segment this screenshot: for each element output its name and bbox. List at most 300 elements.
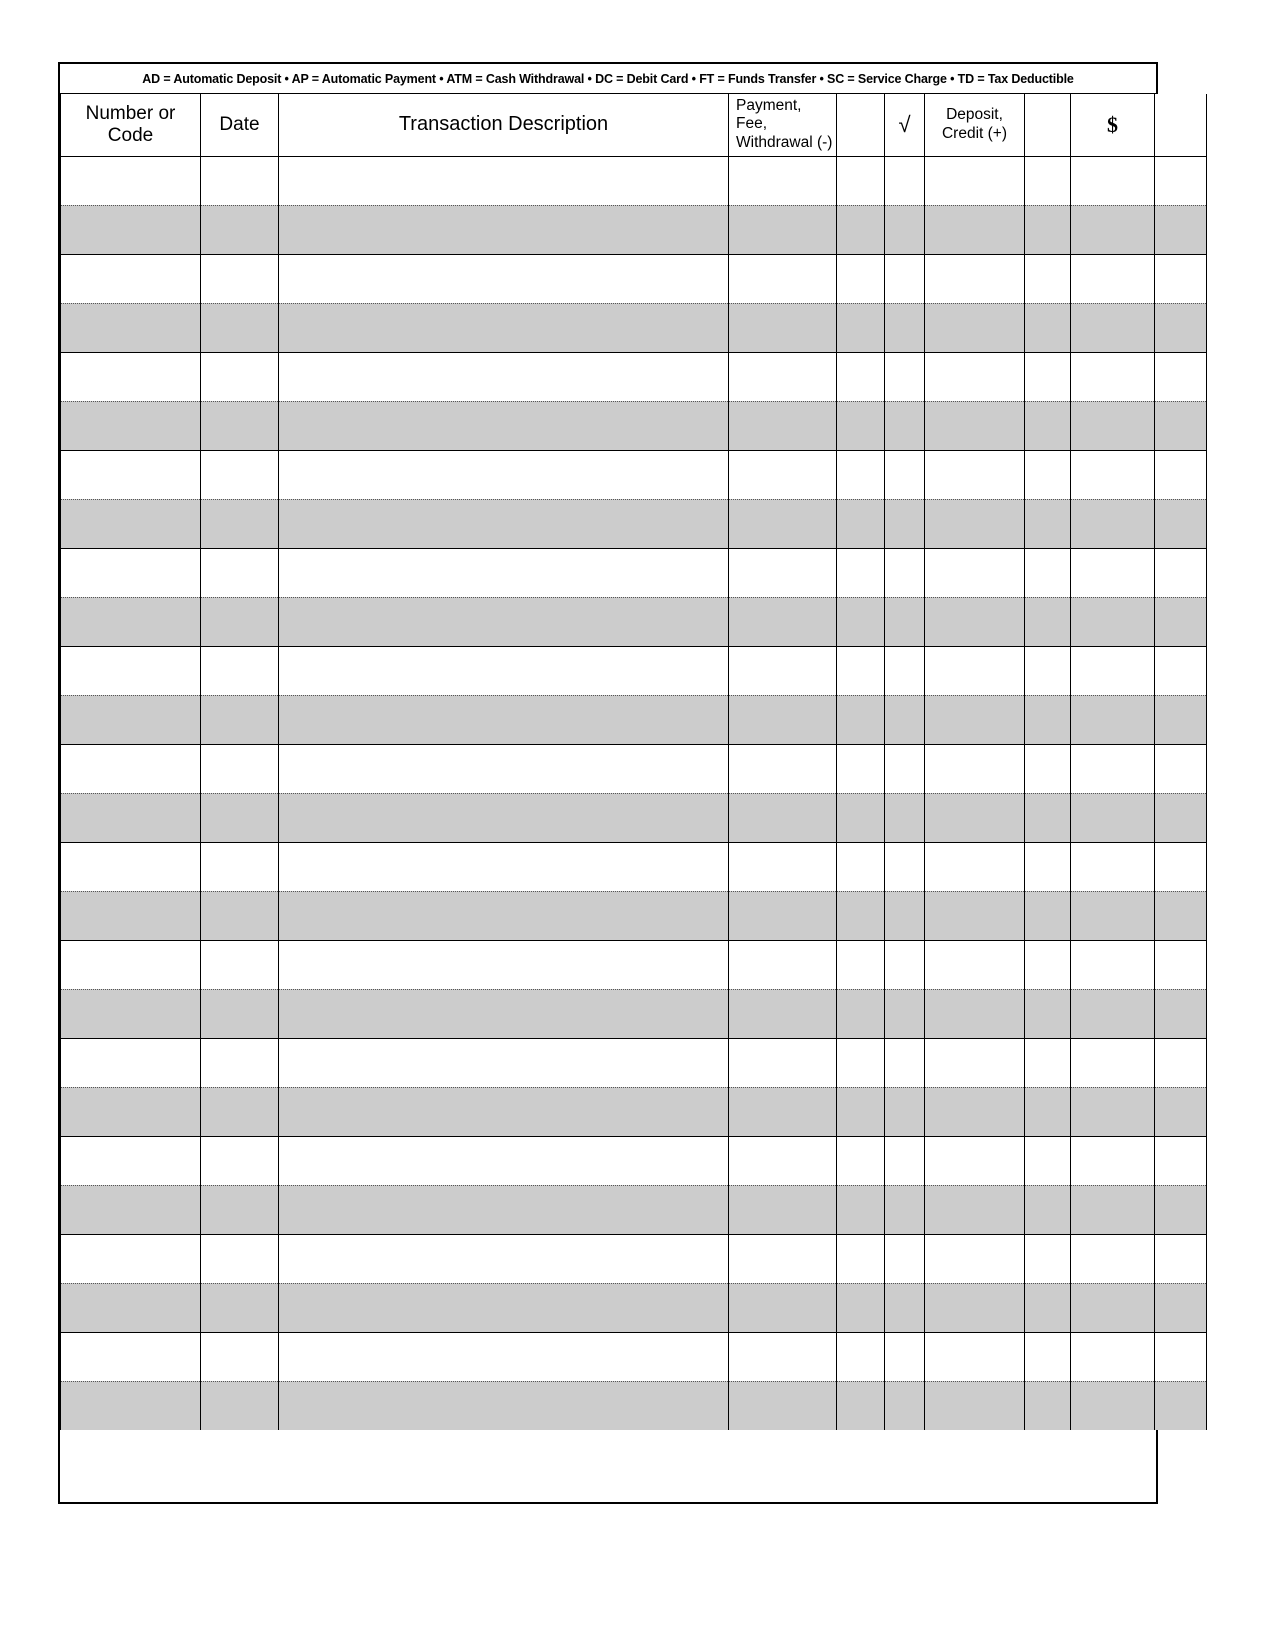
cell-deposit-cents[interactable]	[1025, 401, 1071, 450]
cell-deposit-cents[interactable]	[1025, 793, 1071, 842]
cell-date[interactable]	[201, 303, 279, 352]
cell-payment[interactable]	[729, 1332, 837, 1381]
cell-deposit-cents[interactable]	[1025, 842, 1071, 891]
cell-deposit[interactable]	[925, 254, 1025, 303]
cell-payment-cents[interactable]	[837, 1381, 885, 1430]
cell-number-or-code[interactable]	[61, 744, 201, 793]
cell-balance-cents[interactable]	[1155, 401, 1207, 450]
cell-balance[interactable]	[1071, 1234, 1155, 1283]
cell-payment[interactable]	[729, 303, 837, 352]
cell-description[interactable]	[279, 303, 729, 352]
cell-payment[interactable]	[729, 646, 837, 695]
cell-description[interactable]	[279, 891, 729, 940]
cell-payment-cents[interactable]	[837, 1136, 885, 1185]
cell-balance[interactable]	[1071, 1136, 1155, 1185]
cell-date[interactable]	[201, 254, 279, 303]
cell-description[interactable]	[279, 254, 729, 303]
cell-deposit-cents[interactable]	[1025, 989, 1071, 1038]
cell-cleared[interactable]	[885, 156, 925, 205]
cell-number-or-code[interactable]	[61, 1087, 201, 1136]
cell-deposit[interactable]	[925, 1136, 1025, 1185]
cell-date[interactable]	[201, 499, 279, 548]
cell-number-or-code[interactable]	[61, 450, 201, 499]
cell-deposit[interactable]	[925, 1381, 1025, 1430]
cell-deposit[interactable]	[925, 793, 1025, 842]
cell-deposit-cents[interactable]	[1025, 548, 1071, 597]
cell-balance-cents[interactable]	[1155, 1185, 1207, 1234]
cell-payment-cents[interactable]	[837, 1185, 885, 1234]
cell-balance-cents[interactable]	[1155, 1136, 1207, 1185]
cell-balance[interactable]	[1071, 205, 1155, 254]
cell-cleared[interactable]	[885, 401, 925, 450]
cell-payment-cents[interactable]	[837, 548, 885, 597]
cell-balance[interactable]	[1071, 352, 1155, 401]
cell-description[interactable]	[279, 940, 729, 989]
table-row[interactable]	[61, 156, 1207, 205]
table-header	[61, 94, 1207, 156]
cell-balance-cents[interactable]	[1155, 793, 1207, 842]
cell-balance-cents[interactable]	[1155, 1332, 1207, 1381]
cell-balance-cents[interactable]	[1155, 744, 1207, 793]
column-header-balance-cents	[1155, 94, 1207, 156]
cell-balance-cents[interactable]	[1155, 254, 1207, 303]
table-row[interactable]	[61, 842, 1207, 891]
table-row[interactable]	[61, 1234, 1207, 1283]
cell-deposit-cents[interactable]	[1025, 597, 1071, 646]
cell-deposit-cents[interactable]	[1025, 891, 1071, 940]
cell-payment-cents[interactable]	[837, 1283, 885, 1332]
table-row[interactable]	[61, 1185, 1207, 1234]
cell-payment[interactable]	[729, 352, 837, 401]
cell-cleared[interactable]	[885, 989, 925, 1038]
cell-balance-cents[interactable]	[1155, 1283, 1207, 1332]
cell-date[interactable]	[201, 548, 279, 597]
cell-payment-cents[interactable]	[837, 1234, 885, 1283]
cell-number-or-code[interactable]	[61, 597, 201, 646]
column-header-balance	[1071, 94, 1155, 156]
cell-balance[interactable]	[1071, 646, 1155, 695]
cell-deposit[interactable]	[925, 352, 1025, 401]
cell-description[interactable]	[279, 744, 729, 793]
cell-date[interactable]	[201, 793, 279, 842]
table-row[interactable]	[61, 352, 1207, 401]
table-row[interactable]	[61, 303, 1207, 352]
cell-deposit-cents[interactable]	[1025, 1087, 1071, 1136]
cell-cleared[interactable]	[885, 744, 925, 793]
cell-balance[interactable]	[1071, 1332, 1155, 1381]
header-row	[61, 94, 1207, 156]
table-row[interactable]	[61, 989, 1207, 1038]
cell-balance[interactable]	[1071, 989, 1155, 1038]
column-header-payment-cents	[837, 94, 885, 156]
cell-payment-cents[interactable]	[837, 646, 885, 695]
cell-cleared[interactable]	[885, 1332, 925, 1381]
header-deposit-line1: Deposit,	[946, 106, 1003, 124]
cell-payment[interactable]	[729, 156, 837, 205]
cell-description[interactable]	[279, 842, 729, 891]
cell-balance-cents[interactable]	[1155, 597, 1207, 646]
cell-deposit[interactable]	[925, 744, 1025, 793]
cell-payment-cents[interactable]	[837, 1038, 885, 1087]
cell-date[interactable]	[201, 205, 279, 254]
cell-cleared[interactable]	[885, 1185, 925, 1234]
cell-payment-cents[interactable]	[837, 695, 885, 744]
table-row[interactable]	[61, 548, 1207, 597]
cell-payment[interactable]	[729, 254, 837, 303]
cell-date[interactable]	[201, 1234, 279, 1283]
cell-payment-cents[interactable]	[837, 254, 885, 303]
cell-date[interactable]	[201, 1381, 279, 1430]
cell-payment[interactable]	[729, 1283, 837, 1332]
cell-balance-cents[interactable]	[1155, 1087, 1207, 1136]
cell-balance[interactable]	[1071, 1283, 1155, 1332]
cell-deposit[interactable]	[925, 499, 1025, 548]
cell-payment[interactable]	[729, 548, 837, 597]
cell-balance-cents[interactable]	[1155, 1381, 1207, 1430]
cell-balance[interactable]	[1071, 303, 1155, 352]
cell-deposit-cents[interactable]	[1025, 1185, 1071, 1234]
cell-payment[interactable]	[729, 1136, 837, 1185]
cell-balance-cents[interactable]	[1155, 891, 1207, 940]
cell-number-or-code[interactable]	[61, 1038, 201, 1087]
table-body	[61, 156, 1207, 1430]
cell-cleared[interactable]	[885, 499, 925, 548]
cell-payment[interactable]	[729, 401, 837, 450]
cell-number-or-code[interactable]	[61, 352, 201, 401]
cell-description[interactable]	[279, 499, 729, 548]
cell-payment-cents[interactable]	[837, 401, 885, 450]
cell-date[interactable]	[201, 842, 279, 891]
cell-cleared[interactable]	[885, 450, 925, 499]
cell-balance[interactable]	[1071, 793, 1155, 842]
cell-deposit[interactable]	[925, 548, 1025, 597]
cell-payment[interactable]	[729, 940, 837, 989]
cell-deposit-cents[interactable]	[1025, 156, 1071, 205]
cell-date[interactable]	[201, 646, 279, 695]
cell-balance[interactable]	[1071, 597, 1155, 646]
cell-date[interactable]	[201, 1038, 279, 1087]
cell-deposit[interactable]	[925, 891, 1025, 940]
cell-date[interactable]	[201, 450, 279, 499]
cell-cleared[interactable]	[885, 891, 925, 940]
cell-deposit[interactable]	[925, 1038, 1025, 1087]
cell-deposit-cents[interactable]	[1025, 744, 1071, 793]
cell-balance-cents[interactable]	[1155, 940, 1207, 989]
cell-balance[interactable]	[1071, 499, 1155, 548]
cell-payment-cents[interactable]	[837, 793, 885, 842]
cell-date[interactable]	[201, 989, 279, 1038]
cell-number-or-code[interactable]	[61, 1234, 201, 1283]
cell-description[interactable]	[279, 1332, 729, 1381]
cell-cleared[interactable]	[885, 1038, 925, 1087]
cell-payment-cents[interactable]	[837, 744, 885, 793]
cell-payment-cents[interactable]	[837, 989, 885, 1038]
table-row[interactable]	[61, 646, 1207, 695]
cell-payment[interactable]	[729, 1185, 837, 1234]
cell-description[interactable]	[279, 156, 729, 205]
cell-balance-cents[interactable]	[1155, 989, 1207, 1038]
cell-deposit[interactable]	[925, 156, 1025, 205]
cell-number-or-code[interactable]	[61, 499, 201, 548]
cell-balance[interactable]	[1071, 842, 1155, 891]
cell-deposit[interactable]	[925, 1234, 1025, 1283]
cell-deposit[interactable]	[925, 695, 1025, 744]
cell-balance-cents[interactable]	[1155, 646, 1207, 695]
cell-cleared[interactable]	[885, 1234, 925, 1283]
cell-description[interactable]	[279, 1381, 729, 1430]
cell-cleared[interactable]	[885, 1136, 925, 1185]
cell-balance-cents[interactable]	[1155, 842, 1207, 891]
table-row[interactable]	[61, 1038, 1207, 1087]
cell-payment[interactable]	[729, 989, 837, 1038]
table-row[interactable]	[61, 1381, 1207, 1430]
cell-balance[interactable]	[1071, 891, 1155, 940]
cell-balance-cents[interactable]	[1155, 352, 1207, 401]
cell-balance[interactable]	[1071, 401, 1155, 450]
cell-balance[interactable]	[1071, 744, 1155, 793]
cell-number-or-code[interactable]	[61, 891, 201, 940]
cell-number-or-code[interactable]	[61, 989, 201, 1038]
cell-deposit[interactable]	[925, 1332, 1025, 1381]
cell-cleared[interactable]	[885, 597, 925, 646]
cell-deposit-cents[interactable]	[1025, 254, 1071, 303]
table-row[interactable]	[61, 254, 1207, 303]
cell-balance[interactable]	[1071, 1038, 1155, 1087]
cell-cleared[interactable]	[885, 548, 925, 597]
cell-date[interactable]	[201, 940, 279, 989]
cell-deposit[interactable]	[925, 1185, 1025, 1234]
cell-balance-cents[interactable]	[1155, 499, 1207, 548]
cell-deposit-cents[interactable]	[1025, 1381, 1071, 1430]
cell-deposit[interactable]	[925, 1283, 1025, 1332]
cell-date[interactable]	[201, 1087, 279, 1136]
cell-deposit[interactable]	[925, 597, 1025, 646]
cell-payment-cents[interactable]	[837, 597, 885, 646]
cell-description[interactable]	[279, 989, 729, 1038]
cell-deposit[interactable]	[925, 401, 1025, 450]
table-row[interactable]	[61, 744, 1207, 793]
cell-payment[interactable]	[729, 1038, 837, 1087]
cell-number-or-code[interactable]	[61, 793, 201, 842]
cell-description[interactable]	[279, 548, 729, 597]
cell-balance-cents[interactable]	[1155, 303, 1207, 352]
cell-balance[interactable]	[1071, 1185, 1155, 1234]
cell-balance[interactable]	[1071, 1087, 1155, 1136]
cell-deposit[interactable]	[925, 450, 1025, 499]
cell-date[interactable]	[201, 156, 279, 205]
cell-payment[interactable]	[729, 842, 837, 891]
cell-payment-cents[interactable]	[837, 1087, 885, 1136]
table-row[interactable]	[61, 1283, 1207, 1332]
cell-deposit-cents[interactable]	[1025, 695, 1071, 744]
register-grid	[60, 94, 1207, 1430]
table-row[interactable]	[61, 1087, 1207, 1136]
cell-number-or-code[interactable]	[61, 401, 201, 450]
cell-payment-cents[interactable]	[837, 1332, 885, 1381]
table-row[interactable]	[61, 695, 1207, 744]
cell-deposit[interactable]	[925, 940, 1025, 989]
cell-number-or-code[interactable]	[61, 1185, 201, 1234]
cell-deposit-cents[interactable]	[1025, 940, 1071, 989]
cell-date[interactable]	[201, 1283, 279, 1332]
cell-cleared[interactable]	[885, 646, 925, 695]
cell-deposit[interactable]	[925, 1087, 1025, 1136]
cell-number-or-code[interactable]	[61, 940, 201, 989]
cell-description[interactable]	[279, 597, 729, 646]
cell-payment-cents[interactable]	[837, 303, 885, 352]
cell-number-or-code[interactable]	[61, 303, 201, 352]
cell-payment[interactable]	[729, 597, 837, 646]
cell-description[interactable]	[279, 1136, 729, 1185]
cell-payment[interactable]	[729, 891, 837, 940]
cell-balance[interactable]	[1071, 450, 1155, 499]
cell-balance[interactable]	[1071, 1381, 1155, 1430]
table-row[interactable]	[61, 597, 1207, 646]
cell-payment-cents[interactable]	[837, 450, 885, 499]
cell-payment-cents[interactable]	[837, 499, 885, 548]
cell-payment-cents[interactable]	[837, 842, 885, 891]
table-row[interactable]	[61, 1332, 1207, 1381]
cell-number-or-code[interactable]	[61, 695, 201, 744]
cell-cleared[interactable]	[885, 940, 925, 989]
cell-cleared[interactable]	[885, 303, 925, 352]
cell-date[interactable]	[201, 1332, 279, 1381]
cell-deposit-cents[interactable]	[1025, 352, 1071, 401]
cell-balance[interactable]	[1071, 695, 1155, 744]
cell-description[interactable]	[279, 352, 729, 401]
table-row[interactable]	[61, 793, 1207, 842]
cell-payment[interactable]	[729, 1381, 837, 1430]
cell-deposit-cents[interactable]	[1025, 450, 1071, 499]
cell-number-or-code[interactable]	[61, 548, 201, 597]
cell-deposit-cents[interactable]	[1025, 1234, 1071, 1283]
cell-deposit[interactable]	[925, 646, 1025, 695]
cell-payment[interactable]	[729, 744, 837, 793]
cell-description[interactable]	[279, 205, 729, 254]
cell-payment-cents[interactable]	[837, 891, 885, 940]
header-description-label: Transaction Description	[398, 113, 609, 136]
table-row[interactable]	[61, 450, 1207, 499]
cell-balance[interactable]	[1071, 254, 1155, 303]
cell-balance-cents[interactable]	[1155, 695, 1207, 744]
cell-date[interactable]	[201, 744, 279, 793]
cell-balance-cents[interactable]	[1155, 1038, 1207, 1087]
table-row[interactable]	[61, 499, 1207, 548]
cell-cleared[interactable]	[885, 1087, 925, 1136]
cell-date[interactable]	[201, 1185, 279, 1234]
cell-payment[interactable]	[729, 450, 837, 499]
cell-description[interactable]	[279, 1283, 729, 1332]
cell-date[interactable]	[201, 695, 279, 744]
cell-payment[interactable]	[729, 695, 837, 744]
cell-description[interactable]	[279, 793, 729, 842]
cell-balance[interactable]	[1071, 156, 1155, 205]
cell-cleared[interactable]	[885, 1283, 925, 1332]
cell-description[interactable]	[279, 1234, 729, 1283]
cell-description[interactable]	[279, 646, 729, 695]
cell-date[interactable]	[201, 597, 279, 646]
cell-number-or-code[interactable]	[61, 646, 201, 695]
column-header-payment-fee-withdrawal	[729, 94, 837, 156]
cell-deposit[interactable]	[925, 842, 1025, 891]
cell-number-or-code[interactable]	[61, 1381, 201, 1430]
cell-date[interactable]	[201, 1136, 279, 1185]
cell-balance-cents[interactable]	[1155, 548, 1207, 597]
cell-description[interactable]	[279, 401, 729, 450]
cell-number-or-code[interactable]	[61, 842, 201, 891]
cell-date[interactable]	[201, 401, 279, 450]
table-row[interactable]	[61, 1136, 1207, 1185]
cell-deposit[interactable]	[925, 989, 1025, 1038]
cell-payment-cents[interactable]	[837, 156, 885, 205]
cell-payment[interactable]	[729, 1234, 837, 1283]
cell-payment-cents[interactable]	[837, 352, 885, 401]
cell-deposit[interactable]	[925, 303, 1025, 352]
cell-payment-cents[interactable]	[837, 205, 885, 254]
checkmark-icon: √	[898, 111, 911, 137]
cell-balance-cents[interactable]	[1155, 156, 1207, 205]
cell-cleared[interactable]	[885, 254, 925, 303]
cell-cleared[interactable]	[885, 793, 925, 842]
cell-cleared[interactable]	[885, 1381, 925, 1430]
cell-number-or-code[interactable]	[61, 1283, 201, 1332]
dollar-sign-icon: $	[1107, 111, 1118, 137]
header-number-line1: Number or	[85, 103, 176, 125]
cell-cleared[interactable]	[885, 352, 925, 401]
cell-balance[interactable]	[1071, 548, 1155, 597]
cell-deposit-cents[interactable]	[1025, 1283, 1071, 1332]
cell-balance-cents[interactable]	[1155, 450, 1207, 499]
cell-payment[interactable]	[729, 793, 837, 842]
cell-cleared[interactable]	[885, 695, 925, 744]
cell-number-or-code[interactable]	[61, 1136, 201, 1185]
table-row[interactable]	[61, 891, 1207, 940]
cell-deposit-cents[interactable]	[1025, 1136, 1071, 1185]
cell-description[interactable]	[279, 1038, 729, 1087]
cell-description[interactable]	[279, 695, 729, 744]
cell-number-or-code[interactable]	[61, 205, 201, 254]
cell-balance-cents[interactable]	[1155, 1234, 1207, 1283]
table-row[interactable]	[61, 940, 1207, 989]
header-date-label: Date	[219, 113, 260, 135]
cell-payment[interactable]	[729, 499, 837, 548]
cell-description[interactable]	[279, 1185, 729, 1234]
cell-date[interactable]	[201, 891, 279, 940]
cell-deposit[interactable]	[925, 205, 1025, 254]
cell-description[interactable]	[279, 1087, 729, 1136]
cell-deposit-cents[interactable]	[1025, 1332, 1071, 1381]
cell-deposit-cents[interactable]	[1025, 205, 1071, 254]
cell-deposit-cents[interactable]	[1025, 499, 1071, 548]
cell-cleared[interactable]	[885, 205, 925, 254]
cell-number-or-code[interactable]	[61, 254, 201, 303]
table-row[interactable]	[61, 205, 1207, 254]
cell-date[interactable]	[201, 352, 279, 401]
cell-number-or-code[interactable]	[61, 156, 201, 205]
cell-payment-cents[interactable]	[837, 940, 885, 989]
cell-cleared[interactable]	[885, 842, 925, 891]
cell-description[interactable]	[279, 450, 729, 499]
cell-deposit-cents[interactable]	[1025, 646, 1071, 695]
cell-payment[interactable]	[729, 205, 837, 254]
cell-deposit-cents[interactable]	[1025, 303, 1071, 352]
cell-balance-cents[interactable]	[1155, 205, 1207, 254]
table-row[interactable]	[61, 401, 1207, 450]
cell-payment[interactable]	[729, 1087, 837, 1136]
cell-deposit-cents[interactable]	[1025, 1038, 1071, 1087]
cell-balance[interactable]	[1071, 940, 1155, 989]
cell-number-or-code[interactable]	[61, 1332, 201, 1381]
